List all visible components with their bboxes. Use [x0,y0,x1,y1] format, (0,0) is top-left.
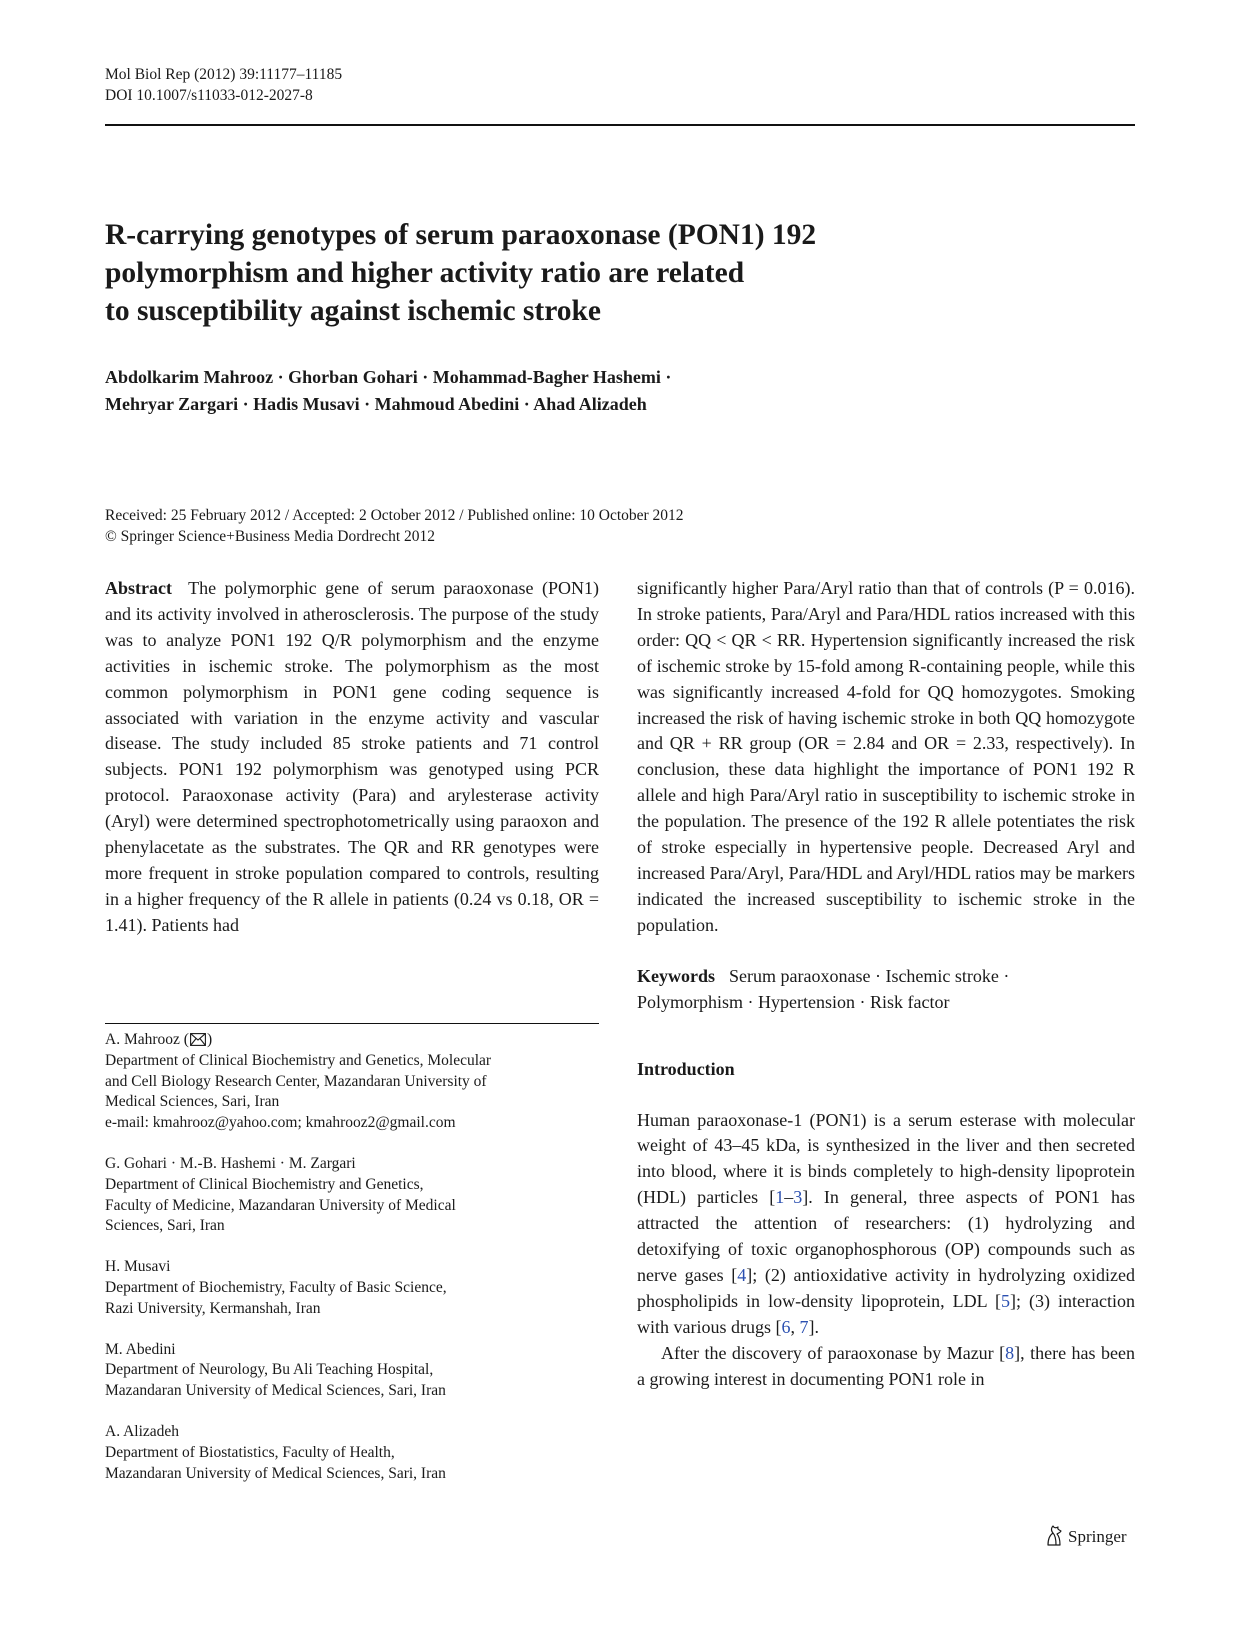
affiliation-line: Department of Clinical Biochemistry and Genetics, [105,1175,424,1193]
abstract-text-left: The polymorphic gene of serum paraoxonase (PON1) and its activity involved in atherosclerosis. The purpose of the study was to analyze PON1 192 Q/R polymorphism and the enzyme activities in ischemic stroke. The polymorphism as the most common polymorphism in PON1 gene coding sequence is associated with variation in the enzyme activity and vascular disease. The study included 85 stroke patients and 71 control subjects. PON1 192 polymorphism was genotyped using PCR protocol. Paraoxonase activity (Para) and arylesterase activity (Aryl) were determined spectrophotometrically using paraoxon and phenylacetate as the substrates. The QR and RR genotypes were more frequent in stroke population compared to controls, resulting in a higher frequency of the R allele in patients (0.24 vs 0.18, OR = 1.41). Patients had [105,578,599,935]
citation-link[interactable]: 3 [793,1187,803,1208]
doi[interactable]: DOI 10.1007/s11033-012-2027-8 [105,87,313,104]
affiliation-line: Department of Biostatistics, Faculty of Health, [105,1443,395,1461]
title-line: to susceptibility against ischemic stroke [105,295,602,327]
affiliations [105,1030,599,1504]
affiliation-line: Mazandaran University of Medical Sciences, Sari, Iran [105,1464,446,1482]
intro-paragraph: After the discovery of paraoxonase by Mazur [8], there has been a growing interest in documenting PON1 role in [637,1342,1135,1389]
citation-link[interactable]: 7 [799,1316,809,1337]
running-header [105,64,342,106]
keywords-line: Keywords Serum paraoxonase · Ischemic stroke · [637,965,1010,986]
keywords-heading: Keywords [637,965,715,986]
affiliation-entry [105,1154,599,1237]
citation-link[interactable]: 5 [1000,1290,1010,1311]
affiliation-line: Department of Biochemistry, Faculty of Basic Science, [105,1278,447,1296]
citation-link[interactable]: 1 [775,1187,785,1208]
springer-horse-icon [1044,1524,1064,1546]
author-line: Abdolkarim Mahrooz · Ghorban Gohari · Mohammad-Bagher Hashemi · [105,367,672,387]
abstract-paragraph [105,576,599,939]
affiliation-name: A. Mahrooz ( ) [105,1031,213,1048]
intro-paragraph: Human paraoxonase-1 (PON1) is a serum esterase with molecular weight of 43–45 kDa, is synthesized in the liver and then secreted into blood, where it is binds completely to high-density lipoprotein (HDL) particles [1–3]. In general, three aspects of PON1 has attracted the attention of researchers: (1) hydrolyzing and detoxifying of toxic organophosphorous (OP) compounds such as nerve gases [4]; (2) antioxidative activity in hydrolyzing oxidized phospholipids in low-density lipoprotein, LDL [5]; (3) interaction with various drugs [6, 7]. [637,1109,1136,1337]
abstract-heading: Abstract [105,578,172,598]
publisher-footer [1044,1524,1127,1549]
author-line: Mehryar Zargari · Hadis Musavi · Mahmoud Abedini · Ahad Alizadeh [105,394,647,414]
affiliation-line: and Cell Biology Research Center, Mazandaran University of [105,1072,487,1090]
header-rule [105,124,1135,126]
affiliation-entry [105,1422,599,1484]
citation-link[interactable]: 8 [1005,1342,1015,1363]
affiliation-line: Medical Sciences, Sari, Iran [105,1093,280,1111]
email-link[interactable]: e-mail: kmahrooz@yahoo.com; kmahrooz2@gmail.com [105,1114,456,1132]
title-line: polymorphism and higher activity ratio are related [105,257,745,289]
author-list [105,364,1005,418]
history-dates: Received: 25 February 2012 / Accepted: 2 October 2012 / Published online: 10 October 2012 [105,507,684,524]
citation-link[interactable]: 4 [737,1264,747,1285]
title-line: R-carrying genotypes of serum paraoxonase (PON1) 192 [105,219,817,251]
keywords-line: Polymorphism · Hypertension · Risk factor [637,991,950,1012]
affiliation-entry [105,1030,599,1134]
footnote-rule [105,1023,599,1024]
affiliation-line: Department of Clinical Biochemistry and Genetics, Molecular [105,1051,492,1069]
affiliation-name: M. Abedini [105,1340,176,1358]
citation-link[interactable]: 6 [781,1316,791,1337]
affiliation-line: Department of Neurology, Bu Ali Teaching Hospital, [105,1361,434,1379]
publisher-name: Springer [1068,1527,1127,1546]
affiliation-line: Sciences, Sari, Iran [105,1217,225,1235]
envelope-icon[interactable] [190,1033,206,1046]
publication-history [105,505,1105,547]
affiliation-name: G. Gohari · M.-B. Hashemi · M. Zargari [105,1154,356,1172]
affiliation-line: Razi University, Kermanshah, Iran [105,1299,321,1317]
affiliation-line: Mazandaran University of Medical Sciences, Sari, Iran [105,1382,446,1400]
affiliation-name: A. Alizadeh [105,1422,180,1440]
copyright: © Springer Science+Business Media Dordrecht 2012 [105,528,436,545]
introduction-heading: Introduction [637,1058,735,1079]
affiliation-entry [105,1340,599,1402]
left-column [105,576,599,939]
affiliation-line: Faculty of Medicine, Mazandaran University of Medical [105,1196,456,1214]
article-title [105,216,1005,330]
keywords [637,964,1135,1016]
right-column [637,576,1135,1392]
affiliation-entry [105,1257,599,1319]
abstract-text-right: significantly higher Para/Aryl ratio than that of controls (P = 0.016). In stroke patients, Para/Aryl and Para/HDL ratios increased with this order: QQ < QR < RR. Hypertension significantly increased the risk of ischemic stroke by 15-fold among R-containing people, while this was significantly increased 4-fold for QQ homozygotes. Smoking increased the risk of having ischemic stroke in both QQ homozygote and QR + RR group (OR = 2.84 and OR = 2.33, respectively). In conclusion, these data highlight the importance of PON1 192 R allele and high Para/Aryl ratio in susceptibility to ischemic stroke in the population. The presence of the 192 R allele potentiates the risk of stroke especially in hypertensive people. Decreased Aryl and increased Para/Aryl, Para/HDL and Aryl/HDL ratios may be markers indicated the increased susceptibility to ischemic stroke in the population. [637,578,1135,935]
journal-citation: Mol Biol Rep (2012) 39:11177–11185 [105,66,343,83]
affiliation-name: H. Musavi [105,1258,171,1276]
